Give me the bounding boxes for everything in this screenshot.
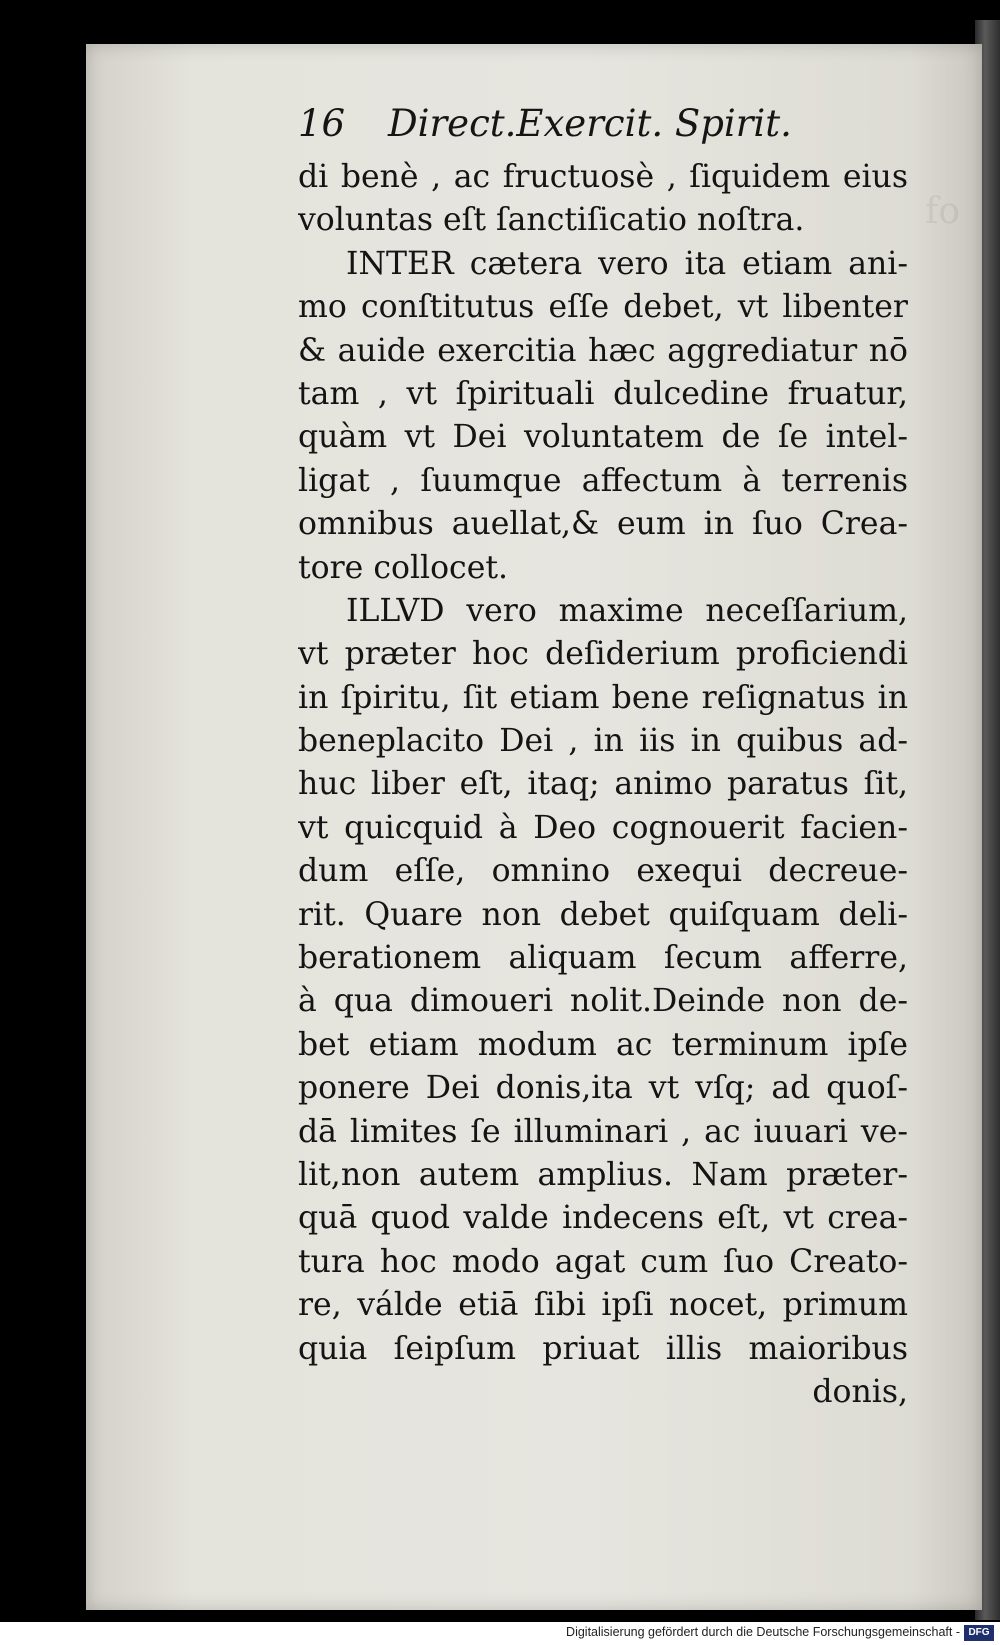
funding-credit: Digitalisierung gefördert durch die Deutsche Forschungsgemeinschaft - xyxy=(566,1625,960,1639)
text-line: quia ſeipſum priuat illis maioribus xyxy=(298,1330,908,1367)
running-header xyxy=(298,102,918,148)
text-line: ILLVD vero maxime neceſſarium, xyxy=(346,592,908,629)
text-line: vt quicquid à Deo cognouerit facien- xyxy=(298,809,908,846)
text-line: vt præter hoc deſiderium proficiendi xyxy=(298,636,908,673)
body-text xyxy=(298,156,908,1414)
footer-bar xyxy=(0,1622,1000,1645)
text-line: in ſpiritu, ſit etiam bene reſignatus in xyxy=(298,679,908,716)
text-line: omnibus auellat,& eum in ſuo Crea- xyxy=(298,506,908,543)
text-line: ligat , ſuumque affectum à terrenis xyxy=(298,462,908,499)
text-line: huc liber eſt, itaq; animo paratus ſit, xyxy=(298,766,908,803)
text-line: rit. Quare non debet quiſquam deli- xyxy=(298,896,908,933)
text-line: INTER cætera vero ita etiam ani- xyxy=(346,245,908,282)
text-line: berationem aliquam ſecum afferre, xyxy=(298,940,908,977)
text-line: lit,non autem amplius. Nam præter- xyxy=(298,1156,908,1193)
text-line: tura hoc modo agat cum ſuo Creato- xyxy=(298,1243,908,1280)
text-line: bet etiam modum ac terminum ipſe xyxy=(298,1026,908,1063)
page-number: 16 xyxy=(298,102,346,145)
dfg-logo-icon: DFG xyxy=(964,1625,994,1641)
text-line: quàm vt Dei voluntatem de ſe intel- xyxy=(298,419,908,456)
text-line: tam , vt ſpirituali dulcedine fruatur, xyxy=(298,375,908,412)
running-title: Direct.Exercit. Spirit. xyxy=(388,102,792,145)
text-line: beneplacito Dei , in iis in quibus ad- xyxy=(298,723,908,760)
text-line: à qua dimoueri nolit.Deinde non de- xyxy=(298,983,908,1020)
text-line: voluntas eſt ſanctiſicatio noſtra. xyxy=(298,202,805,239)
text-line: mo conſtitutus eſſe debet, vt libenter xyxy=(298,289,908,326)
text-line: quā quod valde indecens eſt, vt crea- xyxy=(298,1200,908,1237)
text-line: dā limites ſe illuminari , ac iuuari ve- xyxy=(298,1113,908,1150)
text-line: re, válde etiā ſibi ipſi nocet, primum xyxy=(298,1287,908,1324)
text-line: & auide exercitia hæc aggrediatur nō xyxy=(298,332,908,369)
text-line: dum eſſe, omnino exequi decreue- xyxy=(298,853,908,890)
text-line: di benè , ac fructuosè , ſiquidem eius xyxy=(298,159,908,195)
catchword: donis, xyxy=(812,1373,908,1410)
text-line: tore collocet. xyxy=(298,549,509,586)
text-line: ponere Dei donis,ita vt vſq; ad quoſ- xyxy=(298,1070,908,1107)
